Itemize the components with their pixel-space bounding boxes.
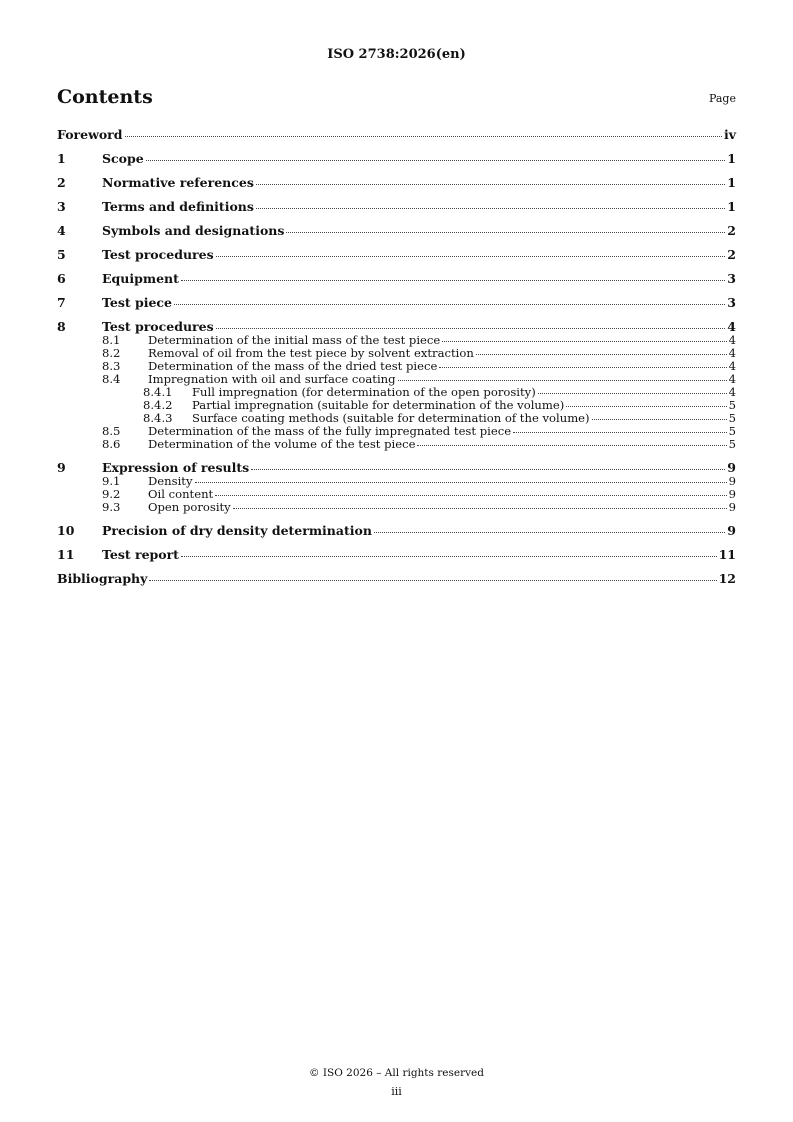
dot-leader	[538, 393, 727, 394]
toc-entry-number: 8.4.1	[143, 385, 173, 399]
toc-entry-page[interactable]: 5	[728, 411, 736, 425]
toc-entry-title[interactable]: Determination of the initial mass of the test piece	[148, 333, 441, 347]
footer-page-number: iii	[391, 1085, 402, 1098]
toc-entry-page[interactable]: 2	[727, 247, 736, 262]
dot-leader	[398, 380, 727, 381]
toc-entry-number: 8.4	[102, 372, 121, 386]
dot-leader	[146, 160, 726, 161]
toc-entry[interactable]	[57, 438, 736, 451]
toc-entry-number: 2	[57, 175, 66, 190]
toc-entry-title[interactable]: Normative references	[102, 175, 254, 190]
toc-entry-number: 4	[57, 223, 66, 238]
dot-leader	[256, 184, 725, 185]
toc-entry-title[interactable]: Impregnation with oil and surface coating	[148, 372, 396, 386]
dot-leader	[592, 419, 727, 420]
toc-entry-page[interactable]: 11	[718, 547, 736, 562]
document-header: ISO 2738:2026(en)	[327, 47, 466, 62]
toc-entry-title[interactable]: Removal of oil from the test piece by solvent extraction	[148, 346, 474, 360]
toc-entry-number: 9.2	[102, 487, 121, 501]
toc-entry[interactable]	[57, 296, 736, 310]
dot-leader	[286, 232, 725, 233]
footer-copyright: © ISO 2026 – All rights reserved	[309, 1067, 484, 1079]
toc-entry-number: 9.1	[102, 474, 121, 488]
dot-leader	[181, 280, 725, 281]
toc-entry-title[interactable]: Oil content	[148, 487, 214, 501]
toc-entry-title[interactable]: Equipment	[102, 271, 179, 286]
toc-entry-number: 8.3	[102, 359, 121, 373]
toc-entry-page[interactable]: iv	[723, 127, 736, 142]
toc-entry-number: 6	[57, 271, 66, 286]
toc-entry-title[interactable]: Test procedures	[102, 319, 214, 334]
toc-entry[interactable]	[57, 548, 736, 562]
toc-entry-number: 8.4.2	[143, 398, 173, 412]
toc-entry-page[interactable]: 2	[727, 223, 736, 238]
dot-leader	[215, 495, 726, 496]
dot-leader	[566, 406, 726, 407]
toc-entry-page[interactable]: 1	[727, 175, 736, 190]
toc-entry-page[interactable]: 5	[728, 398, 736, 412]
toc-entry-number: 11	[57, 547, 75, 562]
toc-entry-number: 1	[57, 151, 66, 166]
toc-entry-number: 8.6	[102, 437, 121, 451]
toc-entry-title[interactable]: Foreword	[57, 127, 123, 142]
toc-entry-title[interactable]: Terms and definitions	[102, 199, 254, 214]
toc-entry-page[interactable]: 1	[727, 199, 736, 214]
toc-entry[interactable]	[57, 248, 736, 262]
dot-leader	[181, 556, 717, 557]
toc-entry[interactable]	[57, 272, 736, 286]
toc-entry[interactable]	[57, 501, 736, 514]
toc-entry[interactable]	[57, 152, 736, 166]
toc-entry[interactable]	[57, 200, 736, 214]
toc-entry-page[interactable]: 4	[728, 385, 736, 399]
dot-leader	[216, 256, 726, 257]
toc-entry-title[interactable]: Open porosity	[148, 500, 231, 514]
dot-leader	[195, 482, 727, 483]
dot-leader	[174, 304, 725, 305]
toc-entry[interactable]	[57, 461, 736, 475]
toc-entry[interactable]	[57, 176, 736, 190]
contents-heading: Contents	[57, 86, 153, 108]
toc-entry[interactable]	[57, 224, 736, 238]
toc-entry-title[interactable]: Determination of the volume of the test piece	[148, 437, 416, 451]
dot-leader	[417, 445, 726, 446]
page-column-label: Page	[708, 92, 736, 105]
toc-entry-title[interactable]: Test procedures	[102, 247, 214, 262]
toc-entry-number: 8.4.3	[143, 411, 173, 425]
toc-entry-number: 5	[57, 247, 66, 262]
toc-entry-page[interactable]: 4	[728, 359, 736, 373]
toc-entry-title[interactable]: Partial impregnation (suitable for determination of the volume)	[192, 398, 565, 412]
toc-entry-number: 7	[57, 295, 66, 310]
toc-entry[interactable]	[57, 128, 736, 142]
toc-entry-page[interactable]: 9	[728, 474, 736, 488]
toc-entry[interactable]	[57, 320, 736, 334]
toc-entry-title[interactable]: Symbols and designations	[102, 223, 285, 238]
toc-entry-number: 9.3	[102, 500, 121, 514]
toc-entry-title[interactable]: Surface coating methods (suitable for determination of the volume)	[192, 411, 590, 425]
toc-entry-title[interactable]: Expression of results	[102, 460, 250, 475]
table-of-contents	[57, 128, 736, 586]
dot-leader	[256, 208, 725, 209]
toc-entry-page[interactable]: 4	[727, 319, 736, 334]
dot-leader	[442, 341, 726, 342]
toc-entry-title[interactable]: Bibliography	[57, 571, 148, 586]
toc-entry-title[interactable]: Full impregnation (for determination of the open porosity)	[192, 385, 536, 399]
toc-entry-title[interactable]: Precision of dry density determination	[102, 523, 372, 538]
toc-entry-page[interactable]: 5	[728, 424, 736, 438]
toc-entry-page[interactable]: 4	[728, 346, 736, 360]
toc-entry-page[interactable]: 4	[728, 333, 736, 347]
toc-entry-number: 3	[57, 199, 66, 214]
toc-entry-page[interactable]: 9	[727, 460, 736, 475]
toc-entry-page[interactable]: 3	[727, 271, 736, 286]
toc-entry-page[interactable]: 9	[728, 487, 736, 501]
dot-leader	[125, 136, 722, 137]
toc-entry[interactable]	[57, 572, 736, 586]
dot-leader	[374, 532, 725, 533]
toc-entry[interactable]	[57, 524, 736, 538]
toc-entry-number: 8.2	[102, 346, 121, 360]
toc-entry-number: 9	[57, 460, 66, 475]
dot-leader	[149, 580, 716, 581]
dot-leader	[476, 354, 727, 355]
toc-entry-number: 10	[57, 523, 75, 538]
toc-entry-page[interactable]: 9	[728, 500, 736, 514]
toc-entry-page[interactable]: 1	[727, 151, 736, 166]
toc-entry-number: 8.1	[102, 333, 121, 347]
toc-entry-title[interactable]: Determination of the mass of the fully impregnated test piece	[148, 424, 512, 438]
toc-entry-page[interactable]: 9	[727, 523, 736, 538]
toc-entry-title[interactable]: Determination of the mass of the dried test piece	[148, 359, 438, 373]
toc-entry-number: 8.5	[102, 424, 121, 438]
toc-entry-number: 8	[57, 319, 66, 334]
dot-leader	[216, 328, 726, 329]
dot-leader	[233, 508, 727, 509]
toc-entry-title[interactable]: Scope	[102, 151, 144, 166]
toc-entry-title[interactable]: Density	[148, 474, 193, 488]
toc-entry-page[interactable]: 12	[718, 571, 736, 586]
toc-entry-page[interactable]: 5	[728, 437, 736, 451]
toc-entry-title[interactable]: Test report	[102, 547, 179, 562]
dot-leader	[439, 367, 726, 368]
dot-leader	[251, 469, 725, 470]
toc-entry-page[interactable]: 3	[727, 295, 736, 310]
dot-leader	[513, 432, 727, 433]
toc-entry-page[interactable]: 4	[728, 372, 736, 386]
toc-entry-title[interactable]: Test piece	[102, 295, 172, 310]
